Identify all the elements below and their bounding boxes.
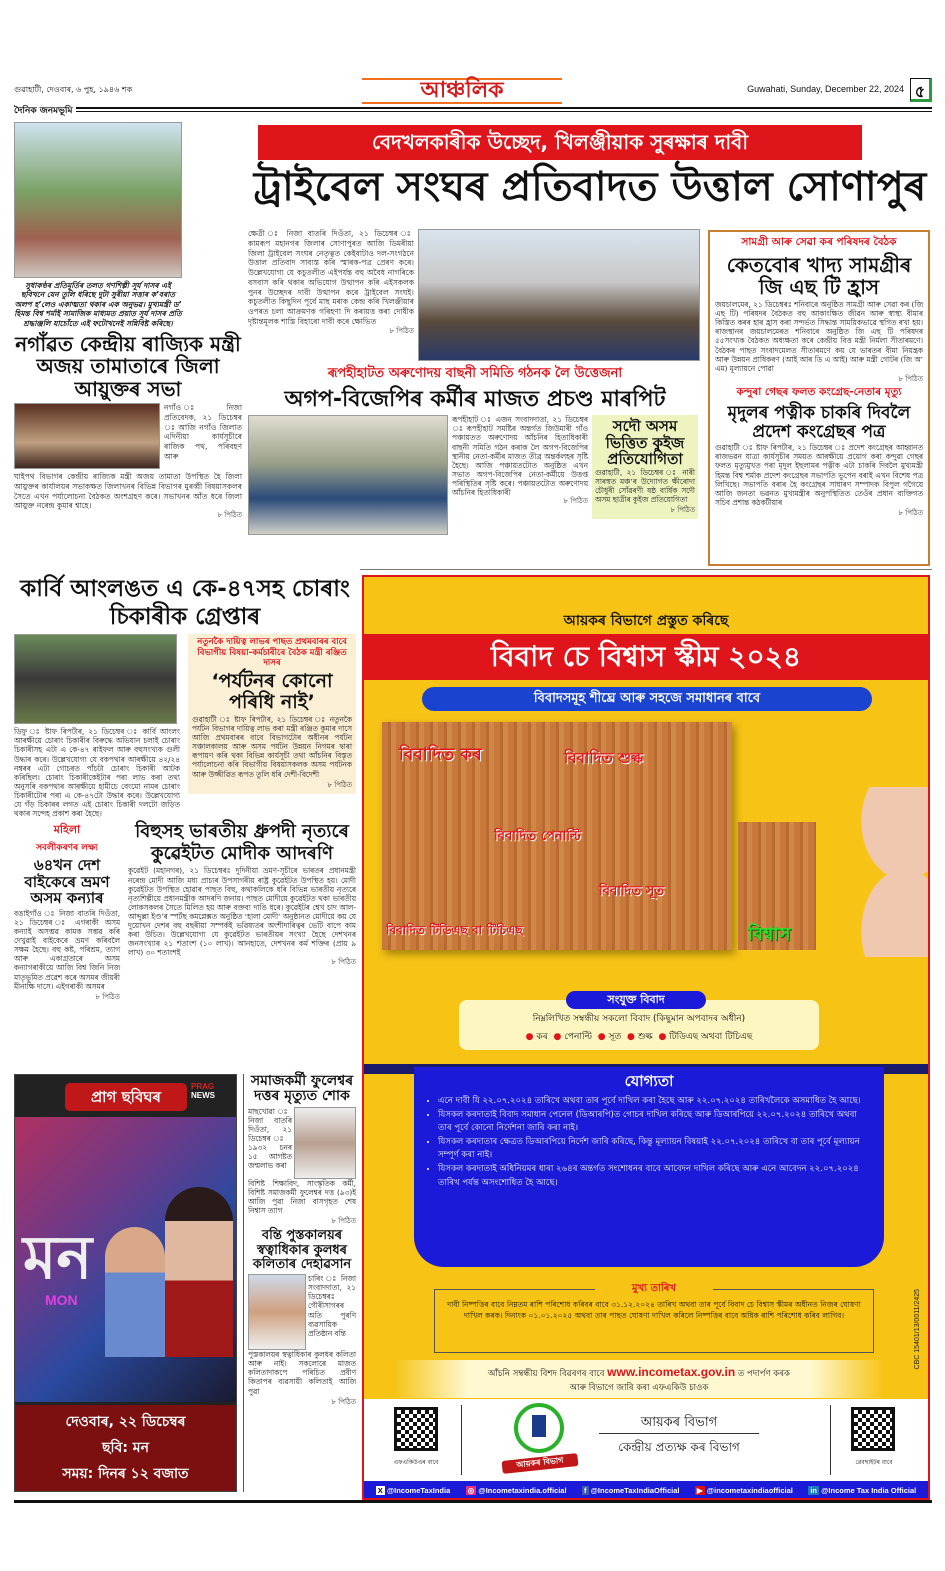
gst-body: জয়চালমেৰ, ২১ ডিচেম্বৰঃ শনিবাৰে অনুষ্ঠিত সামগ্ৰী আৰু সেৱা কৰ (জি এছ টি) পৰিষদৰ বৈঠকত বহু আকাংক্ষিত জীৱন আৰু স্বাস্থ্য বীমাৰ কিস্তিত কৰৰ হাৰ হ্ৰাস কৰা সন্দৰ্ভত সিদ্ধান্ত সাময়িকভাৱে স্থগিত ৰখা হয়। ৰাজস্থানৰ জয়চালমেৰত শনিবাৰে অনুষ্ঠিত জি এছ টি পৰিষদৰ ৫৫সংখ্যক বৈঠকত অধ্যক্ষতা কৰে কেন্দ্ৰীয় বিত্ত মন্ত্ৰী নিৰ্মলা সীতাৰমণে। বৈঠকৰ পাছত সংবাদমেলত সীতাৰমণে কয় যে ভাৰতৰ বীমা নিয়ন্ত্ৰক আৰু উন্নয়ন প্ৰাধিকৰণ (আই আৰ ডি এ আই) আৰু মন্ত্ৰী গোটৰ (জি অ’ এম) মূল্যায়নে পোৱা [715,300,923,373]
movie-logo: মন [23,1223,93,1293]
eligibility-box [414,1067,884,1267]
obit2-body: পুস্তকালয়ৰ স্বত্বাধিকাৰ কুলধৰ কলিতা আৰু নাই। সকলোৰে মাজত কলিতাদাকপে পৰিচিত প্ৰবীণ কিতাপৰ ব্যৱসায়ী কলিতাই আজি পুৱা [248,1350,356,1396]
rupahi-kicker: ৰূপহীহাটত অৰুণোদয় বাছনী সমিতি গঠনক লৈ উত্তেজনা [327,366,623,381]
obit2-body-side: চাৰিং ঃ নিজা সংবাদদাতা, ২১ ডিচেম্বৰঃ গৌৰীসাগৰৰ অতি পুৰণি ব্যৱসায়িক প্ৰতিষ্ঠান বন্তি [308,1274,356,1338]
social-linkedin[interactable]: in @Income Tax India Official [810,1486,917,1495]
key-date-title: মুখ্য তাৰিখ [595,1282,713,1296]
ad-footer [364,1399,928,1481]
social-x[interactable]: X @IncomeTaxIndia [377,1486,451,1495]
tax-pre: আয়কৰ বিভাগে প্ৰস্তুত কৰিছে [563,613,729,629]
prag-news-logo: PRAG NEWS [191,1082,215,1100]
statue-photo [14,122,182,278]
emblem-logo [514,1403,564,1453]
qr-code-website[interactable] [851,1407,895,1451]
obit2-photo [248,1274,306,1350]
middle-top-column [248,229,702,535]
continued-label: ৮ পিঠিত [389,326,414,335]
mahila-headline: ৬৪খন দেশ বাইকেৰে ভ্ৰমণ অসম কন্যাৰ [24,856,110,908]
social-facebook[interactable]: f @IncomeTaxIndiaOfficial [584,1486,680,1495]
block-label-interest: বিবাদিত সূত [599,884,665,899]
block-label-tax: বিবাদিত কৰ [399,745,482,765]
logo-text: আঞ্চলিক [420,78,504,103]
combined-title: সংযুক্ত বিবাদ [566,991,706,1009]
masthead [14,78,932,118]
modi-body: কুৱেইট (মহানগৰ), ২১ ডিচেম্বৰঃ দুদিনীয়া ভ্ৰমণ-সূচীৰে ভাৰতৰ প্ৰধানমন্ত্ৰী নৰেন্দ্ৰ মোদী আজি মধ্য প্ৰাচ্যৰ উপসাগৰীয় ৰাষ্ট্ৰ কুৱেইটত উপস্থিত হয়। মোদী কুৱেইটত উপস্থিত হোৱাৰ পাছত বিহু, কথাকলিকে ধৰি বিভিন্ন ভাৰতীয় নৃত্যৰে নৃত্যশিল্পীয়ে প্ৰধানমন্ত্ৰীক আদৰণি জনায়। পাছত মোদীয়ে কুৱেইটত থকা ভাৰতীয় লোকসকলৰ সৈতে মিলিত হয় আৰু বক্তব্য দাঙি ধৰে। কুৱেইটৰ শ্বেখ চাদ আল-আব্দুল্লা ইণ্ড’ৰ স্পৰ্টছ কমপ্লেক্সত অনুষ্ঠিত ‘হালা মোদী’ অনুষ্ঠানত মোদীয়ে কয় যে দুয়োখন দেশৰ বহু বছৰীয়া সম্পৰ্কই ভৱিষ্যতৰ অংশীদাৰিত্বৰ ভেটি বাপে কাম কৰা উচিত। উল্লেখযোগ্য যে কুৱেইটত ভাৰতীয়ৰ সংখ্যা হৈছে দেশখনৰ জনসংখ্যাৰ ২১ শতাংশ (১০ লাখ)। আনহাতে, দেশখনৰ কৰ্ম শক্তিৰ (প্ৰায় ৯ লাখ) ৩০ শতাংশই ৮ পিঠিত [128,866,356,966]
info-strip: আঁচনি সম্বন্ধীয় বিশদ বিৱৰণৰ বাবে www.incometax.gov.in ত পদাৰ্পণ কৰক আৰু বিভাগে জাৰি কৰা এফএকিউ চাওক [394,1360,884,1398]
arrest-photo [14,634,177,724]
modi-headline: বিহুসহ ভাৰতীয় ধ্ৰুপদী নৃত্যৰে কুৱেইটত মোদীক আদৰণি [135,821,349,864]
social-youtube[interactable]: ▶ @incometaxindiaofficial [696,1486,793,1495]
key-date-box: মুখ্য তাৰিখ দাবী নিষ্পত্তিৰ বাবে নিম্নতম ৰাশি পৰিশোধ কৰিবৰ বাবে ৩১.১২.২০২৪ তাৰিখ অথবা তাৰ পূৰ্বে বিবাদ চে বিশ্বাস স্কীমৰ অধীনত নিজৰ ঘোষণা দাখিল কৰক। দিনাংক ০১.০১.২০২৫ অথবা তাৰ পাছত ঘোষণা দাখিল কৰিলে নিষ্পত্তিৰ বাবে অধিক ৰাশি পৰিশোধ কৰিব লাগিব। [434,1289,874,1353]
nagaon-body: ঘাইপথ বিভাগৰ কেন্দ্ৰীয় ৰাজ্যিক মন্ত্ৰী অজয় তামাতা উপস্থিত হৈ জিলা আয়ুক্তৰ কাৰ্যালয়ৰ সভাকক্ষত জিলাখনৰ বিভিন্ন বিভাগৰ মুৰব্বী বিষয়াসকলৰ সৈতে এখন পৰ্যালোচনা বৈঠকত অংশগ্ৰহণ কৰে। সভাখনৰ আঁত ধৰে জিলা আয়ুক্ত নৰেন্দ্ৰ কুমাৰ শ্বাহে। ৮ পিঠিত [14,472,242,520]
page-bottom-rule [14,1500,932,1503]
eligibility-item: • যিসকল কৰদাতাই বিবাদ সমাধান পেনেল (ডিআৰপি)ত গোচৰ দাখিল কৰিছে আৰু ডিআৰপিয়ে ২২.০৭.২০২৪ তাৰিখে অথবা তাৰ পূৰ্বে কোনো নিৰ্দেশনা জাৰি কৰা নাই। [438,1109,870,1136]
linkedin-icon: in [810,1486,818,1495]
qr-website-label: ৱেবছাইটৰ বাবে [855,1459,893,1466]
social-bar [364,1481,928,1500]
gst-headline: কেতবোৰ খাদ্য সামগ্ৰীৰ জি এছ টি হ্ৰাস [726,253,912,299]
gst-box: সামগ্ৰী আৰু সেৱা কৰ পৰিষদৰ বৈঠক কেতবোৰ খাদ্য সামগ্ৰীৰ জি এছ টি হ্ৰাস জয়চালমেৰ, ২১ ডিচেম্বৰঃ শনিবাৰে অনুষ্ঠিত সামগ্ৰী আৰু সেৱা কৰ (জি এছ টি) পৰিষদৰ বৈঠকত বহু আকাংক্ষিত জীৱন আৰু স্বাস্থ্য বীমাৰ কিস্তিত কৰৰ হাৰ হ্ৰাস কৰা সন্দৰ্ভত সিদ্ধান্ত সাময়িকভাৱে স্থগিত ৰখা হয়। ৰাজস্থানৰ জয়চালমেৰত শনিবাৰে অনুষ্ঠিত জি এছ টি পৰিষদৰ ৫৫সংখ্যক বৈঠকত অধ্যক্ষতা কৰে কেন্দ্ৰীয় বিত্ত মন্ত্ৰী নিৰ্মলা সীতাৰমণে। বৈঠকৰ পাছত সংবাদমেলত সীতাৰমণে কয় যে ভাৰতৰ বীমা নিয়ন্ত্ৰক আৰু উন্নয়ন প্ৰাধিকৰণ (আই আৰ ডি এ আই) আৰু মন্ত্ৰী গোটৰ (জি অ’ এম) মূল্যায়নে পোৱা ৮ পিঠিত কন্দুৰা গেছৰ ফলত কংগ্ৰেছ-নেতাৰ মৃত্যু মৃদুলৰ পত্নীক চাকৰি দিবলৈ প্ৰদেশ কংগ্ৰেছৰ পত্ৰ গুৱাহাটী ঃ ষ্টাফ ৰিপৰ্টাৰ, ২১ ডিচেম্বৰ ঃ প্ৰদেশ কংগ্ৰেছৰ আহ্বানত ৰাজভৱন যাত্ৰা কাৰ্যসূচীৰ সময়ত আৰক্ষীয়ে প্ৰয়োগ কৰা কন্দুৱা গেছৰ ফলত মৃত্যুমুখত পৰা মৃদুল ইছলামৰ পত্নীক এটা চাকৰি দিবলৈ মুখ্যমন্ত্ৰী হিমন্ত বিশ্ব শৰ্মাক প্ৰদেশ কংগ্ৰেছৰ সভাপতি ভূপেন বৰাই এখন বিশেষ পত্ৰ লিখিছে। সভাপতি বৰাৰ হৈ কংগ্ৰেছৰ সাধাৰণ সম্পাদক বিপুল গগৈয়ে আজি জনতা ভৱনত মুখ্যমন্ত্ৰীৰ অনুপস্থিতিত তেওঁৰ প্ৰধান ব্যক্তিগত সচিব প্ৰশান্ত কঠকটীয়াৰ ৮ পিঠিত [708,230,930,566]
tax-subtitle: বিবাদসমূহ শীঘ্ৰে আৰু সহজে সমাধানৰ বাবে [422,687,872,711]
qr-faq-label: এফএকিউএৰ বাবে [393,1459,439,1466]
mridul-kicker: কন্দুৰা গেছৰ ফলত কংগ্ৰেছ-নেতাৰ মৃত্যু [736,385,902,398]
nagaon-body-side: নগাঁও ঃ নিজা প্ৰতিবেদক, ২১ ডিচেম্বৰ ঃ আজি নগাঁও জিলাত এদিনীয়া কাৰ্যসূচীৰে ৰাজিক পথ, পৰিবহণ আৰু [164,403,242,461]
block-label-trust: বিশ্বাস [748,924,791,945]
karbi-body: ডিফু ঃ ষ্টাফ ৰিপৰ্টাৰ, ২১ ডিচেম্বৰ ঃ কাৰ্বি আংলং আৰক্ষীয়ে চোৰাং চিকাৰীৰ বিৰুদ্ধে অভিযান চলাই চোৰাং চিকাৰীসহ এটা এ কে-৪৭ ৰাইফল আৰু বহুসংখ্যক গুলী উদ্ধাৰ কৰে। উল্লেখযোগ্য যে বকপথাৰ আৰক্ষীয়ে ৪২/২৪ নম্বৰৰ এটা গোচৰত পাঁচটা চোৰাং চিকাৰী আটক কৰিছিল। চোৰাং চিকাৰীকেইটাৰ পৰা লাভ কৰা তথ্য অনুসৰি বকপথাৰ আৰক্ষীয়ে হামীচে বেংমো নামৰ চোৰাং চিকাৰীটোৰ পৰা এ কে-৪৭টো উদ্ধাৰ কৰে। উল্লেখযোগ্য যে গঁড় চিকাৰৰ লগত এই চোৰাং চিকাৰী দলটো জড়িত থকাৰ সন্দেহ প্ৰকাশ কৰা হৈছে। [14,727,180,819]
mridul-headline: মৃদুলৰ পত্নীক চাকৰি দিবলৈ প্ৰদেশ কংগ্ৰেছৰ পত্ৰ [727,402,911,442]
cbc-code: CBC 15401/13/0011/2425 [914,1289,921,1370]
facebook-icon: f [584,1486,587,1495]
quiz-headline: সদৌ অসম ভিত্তিত কুইজ প্ৰতিযোগিতা [605,417,685,469]
masthead-rule [14,107,932,109]
show-time: সময়: দিনৰ ১২ বজাত [62,1466,189,1482]
rupahi-body: ৰূপহীহাট ঃ এজন সংবাদদাতা, ২১ ডিচেম্বৰ ঃ ৰূপহীহাট সমষ্টিৰ অন্তৰ্গত জিউমাৰী গাঁও পঞ্চায়তত অৰুণোদয় আঁচনিৰ হিতাধিকাৰী বাছনী সমিতি গঠন কৰাক লৈ অগপ-বিজেপিৰ স্থানীয় নেতা-কৰ্মীৰ মাজত তীব্ৰ অন্তৰ্কলহৰ সৃষ্টি হৈছে। আজি পঞ্চায়তটোত অনুষ্ঠিত এখন সভাত অগপ-বিজেপিৰ নেতা-কৰ্মীয়ে উত্তপ্ত পৰিস্থিতিৰ সৃষ্টি কৰে। পঞ্চায়তটোত অৰুণোদয় আঁচনিৰ হিতাধিকাৰী ৮ পিঠিত [452,415,588,506]
show-date: দেওবাৰ, ২২ ডিচেম্বৰ [65,1414,186,1430]
obit1-body-side: মাছখোৱা ঃ নিজা বাতৰি দিওঁতা, ২১ ডিচেম্বৰ ঃ ১৯৩২ চনৰ ১৫ আগষ্টত জন্মলাভ কৰা [248,1106,292,1171]
mahila-kicker: মহিলা [53,823,81,837]
emblem-ribbon: আয়কৰ বিভাগ [502,1453,579,1474]
obit1-photo [294,1107,356,1179]
date-assamese: গুৱাহাটী, দেওবাৰ, ৬ পুহ, ১৯৪৬ শক [14,85,133,94]
left-top-column [14,122,242,520]
movie-poster [15,1117,236,1402]
date-english: Guwahati, Sunday, December 22, 2024 [747,84,904,94]
block-label-tds: বিবাদিত টিডিএছ বা টিচিএছ [386,923,523,937]
mahila-body: বঙাইগাঁও ঃ নিজা বাতৰি দিওঁতা, ২১ ডিচেম্বৰ ঃ এগৰাকী অসম কন্যাই অসম্ভৱ কামক সম্ভৱ কৰি দেখুৱাই বাইকেৰে ভ্ৰমণ কৰিবলৈ সক্ষম হৈছে। বহু কষ্ট, পৰিশ্ৰম, ত্যাগ আৰু একাগ্ৰতাৰে অসম কন্যাগৰাকীয়ে আজি বিশ্ব জিনি নিজ মাতৃভূমিত প্ৰৱেশ কৰে অসমৰ জীয়ৰী মীনাক্ষি দাসে। এইগৰাকী অসমৰ [14,908,120,991]
hand-image [804,787,930,957]
actor-image [105,1227,165,1357]
quiz-box: সদৌ অসম ভিত্তিত কুইজ প্ৰতিযোগিতা গুৱাহাটী, ২১ ডিচেম্বৰ ঃ নাৰী সাৰস্বত মঞ্চ’ৰ উদ্যোগত ক্ষীৰোদা চৌধুৰী সোঁৱৰণী ষষ্ঠ বাৰ্ষিক সদৌ অসম ছাত্ৰীৰ কুইজ প্ৰতিযোগিতা ৮ পিঠিত [592,415,698,519]
eligibility-item: • যিসকল কৰদাতাৰ ক্ষেত্ৰত ডিআৰপিয়ে নিৰ্দেশ জাৰি কৰিছে, কিন্তু মূল্যায়ন বিষয়াই ২২.০৭.২০২৪ তাৰিখে বা তাৰ পূৰ্বে মূল্যায়ন সম্পূৰ্ণ কৰা নাই। [438,1136,870,1163]
fight-photo [248,415,448,535]
eligibility-item: • যিসকল কৰদাতাই অধিনিয়মৰ ধাৰা ২৬৪ৰ অন্তৰ্গত সংশোধনৰ বাবে আবেদন দাখিল কৰিছে আৰু এনে আবেদন ২২.০৭.২০২৪ তাৰিখ পৰ্যন্ত অসংশোধিত হৈ আছে। [438,1163,870,1190]
gst-kicker: সামগ্ৰী আৰু সেৱা কৰ পৰিষদৰ বৈঠক [741,236,897,248]
lead-kicker: বেদখলকাৰীক উচ্ছেদ, খিলঞ্জীয়াক সুৰক্ষাৰ দাবী [258,125,862,160]
block-label-duty: বিবাদিত শুল্ক [564,749,643,767]
protest-photo [418,229,700,361]
quiz-body: গুৱাহাটী, ২১ ডিচেম্বৰ ঃ নাৰী সাৰস্বত মঞ্চ’ৰ উদ্যোগত ক্ষীৰোদা চৌধুৰী সোঁৱৰণী ষষ্ঠ বাৰ্ষিক সদৌ অসম ছাত্ৰীৰ কুইজ প্ৰতিযোগিতা [595,467,695,505]
obit1-headline: সমাজকৰ্মী ফুলেশ্বৰ দত্তৰ মৃত্যুত শোক [250,1073,354,1105]
block-label-penalty: বিবাদিত পেনাল্টি [494,829,581,844]
obit2-headline: বন্তি পুস্তকালয়ৰ স্বত্বাধিকাৰ কুলধৰ কলিতাৰ দেহাৱসান [252,1228,352,1272]
tourism-body: গুৱাহাটী ঃ ষ্টাফ ৰিপৰ্টাৰ, ২১ ডিচেম্বৰ ঃ নতুনকৈ পৰ্যটন বিভাগৰ দায়িত্ব লাভ কৰা মন্ত্ৰী ৰঞ্জিত কুমাৰ দাসে আজি প্ৰথমবাৰৰ বাবে বিভাগটোৰ অধীনৰ পৰ্যটন সঞ্চালকালয় আৰু অসম পৰ্যটন উন্নয়ন নিগমৰ দ্বাৰা ৰূপায়ণ কৰি থকা বিভিন্ন কাৰ্যসূচী তথা আঁচনিৰ বিস্তৃত পৰ্যালোচনা কৰি বিভাগীয় বিষয়াসকলক অসম পৰ্যটনক আৰু উজ্জীৱিত ৰূপত তুলি ধৰি দেশী-বিদেশী [192,714,352,779]
cbdt-name: কেন্দ্ৰীয় প্ৰত্যক্ষ কৰ বিভাগ [618,1440,740,1454]
logo [362,78,562,104]
page-number: ৫ [910,78,932,102]
movie-logo-en: MON [45,1292,78,1308]
tourism-kicker: নতুনকৈ দায়িত্ব লাভৰ পাছত প্ৰথমবাৰৰ বাবে বিভাগীয় বিষয়া-কৰ্মচাৰীৰে বৈঠক মন্ত্ৰী ৰঞ্জিত দাসৰ [197,637,347,669]
instagram-icon: ◎ [467,1486,475,1495]
youtube-icon: ▶ [696,1486,703,1495]
combined-box: নিম্নলিখিত সম্বন্ধীয় সকলো বিবাদ (কিছুমান অপবাদৰ অধীন) ● কৰ ● পেনাল্টি ● সূত ● শুল্ক ● টিডিএছ অথবা টিচিএছ [459,1000,819,1050]
eligibility-title: যোগ্যতা [624,1072,674,1090]
lead-body: ক্ষেত্ৰী ঃ নিজা বাতৰি দিওঁতা, ২১ ডিচেম্বৰ ঃ কামৰূপ মহানগৰ জিলাৰ সোণাপুৰত আজি ডিমৰীয়া জিলা ট্ৰাইবেল সংঘৰ নেতৃত্বত কেইবাটাও দল-সংগঠনে উত্তাল প্ৰতিবাদ সাব্যস্ত কৰি স্মাৰক-পত্ৰ প্ৰেৰণ কৰে। উল্লেখযোগ্য যে কচুতলীত এইপৰ্যন্ত বহু অবৈধ নাগৰিকে বসবাস কৰি থকাৰ অভিযোগ উত্থাপন কৰি এইসকলক পুনৰ উচ্ছেদৰ দাবী উত্থাপন কৰে ট্ৰাইবেল সংঘই। কচুতলীত কিছুদিন পূৰ্বে মাছ মৰাক কেন্দ্ৰ কৰি খিলঞ্জীয়াৰ ওপৰত চলা আক্ৰমণক গৰিহণা দি কৰায়ত্ত কৰা দোষীক দৃষ্টান্তমূলক শাস্তি বিহাৰো দাবী কৰে ক্ষোভিত ৮ পিঠিত [248,229,414,335]
eligibility-item: • এনে দাবী যি ২২.০৭.২০২৪ তাৰিখে অথবা তাৰ পূৰ্বে দাখিল কৰা হৈছে আৰু ২২.০৭.২০২৪ তাৰিখলৈকে অসমাধিত হৈ আছে। [438,1095,870,1109]
rupahi-headline: অগপ-বিজেপিৰ কৰ্মীৰ মাজত প্ৰচণ্ড মাৰপিট [284,387,666,412]
prag-title: প্ৰাগ ছবিঘৰ [65,1083,187,1111]
showtime-box [15,1405,236,1491]
tourism-headline: ‘পৰ্যটনৰ কোনো পৰিধি নাই’ [211,670,333,713]
mahila-story: মহিলা সবলীকৰণৰ লক্ষ্য ৬৪খন দেশ বাইকেৰে ভ্ৰমণ অসম কন্যাৰ বঙাইগাঁও ঃ নিজা বাতৰি দিওঁতা, ২১ ডিচেম্বৰ ঃ এগৰাকী অসম কন্যাই অসম্ভৱ কামক সম্ভৱ কৰি দেখুৱাই বাইকেৰে ভ্ৰমণ কৰিবলৈ সক্ষম হৈছে। বহু কষ্ট, পৰিশ্ৰম, ত্যাগ আৰু একাগ্ৰতাৰে অসম কন্যাগৰাকীয়ে আজি বিশ্ব জিনি নিজ মাতৃভূমিত প্ৰৱেশ কৰে অসমৰ জীয়ৰী মীনাক্ষি দাসে। এইগৰাকী অসমৰ ৮ পিঠিত [14,823,120,1001]
x-icon: X [377,1486,383,1495]
social-instagram[interactable]: ◎ @Incometaxindia.official [467,1486,567,1495]
qr-code-faq[interactable] [394,1407,438,1451]
mridul-body: গুৱাহাটী ঃ ষ্টাফ ৰিপৰ্টাৰ, ২১ ডিচেম্বৰ ঃ প্ৰদেশ কংগ্ৰেছৰ আহ্বানত ৰাজভৱন যাত্ৰা কাৰ্যসূচীৰ সময়ত আৰক্ষীয়ে প্ৰয়োগ কৰা কন্দুৱা গেছৰ ফলত মৃত্যুমুখত পৰা মৃদুল ইছলামৰ পত্নীক এটা চাকৰি দিবলৈ মুখ্যমন্ত্ৰী হিমন্ত বিশ্ব শৰ্মাক প্ৰদেশ কংগ্ৰেছৰ সভাপতি ভূপেন বৰাই এখন বিশেষ পত্ৰ লিখিছে। সভাপতি বৰাৰ হৈ কংগ্ৰেছৰ সাধাৰণ সম্পাদক বিপুল গগৈয়ে আজি জনতা ভৱনত মুখ্যমন্ত্ৰীৰ অনুপস্থিতিত তেওঁৰ প্ৰধান ব্যক্তিগত সচিব প্ৰশান্ত কঠকটীয়াৰ [715,443,923,507]
website-link[interactable]: www.incometax.gov.in [607,1365,736,1379]
tax-title: বিবাদ চে বিশ্বাস স্কীম ২০২৪ [364,634,928,680]
tourism-box: নতুনকৈ দায়িত্ব লাভৰ পাছত প্ৰথমবাৰৰ বাবে বিভাগীয় বিষয়া-কৰ্মচাৰীৰে বৈঠক মন্ত্ৰী ৰঞ্জিত দাসৰ ‘পৰ্যটনৰ কোনো পৰিধি নাই’ গুৱাহাটী ঃ ষ্টাফ ৰিপৰ্টাৰ, ২১ ডিচেম্বৰ ঃ নতুনকৈ পৰ্যটন বিভাগৰ দায়িত্ব লাভ কৰা মন্ত্ৰী ৰঞ্জিত কুমাৰ দাসে আজি প্ৰথমবাৰৰ বাবে বিভাগটোৰ অধীনৰ পৰ্যটন সঞ্চালকালয় আৰু অসম পৰ্যটন উন্নয়ন নিগমৰ দ্বাৰা ৰূপায়ণ কৰি থকা বিভিন্ন কাৰ্যসূচী তথা আঁচনিৰ বিস্তৃত পৰ্যালোচনা কৰি বিভাগীয় বিষয়াসকলক অসম পৰ্যটনক আৰু উজ্জীৱিত ৰূপত তুলি ধৰি দেশী-বিদেশী ৮ পিঠিত [188,634,356,793]
lead-headline: ট্ৰাইবেল সংঘৰ প্ৰতিবাদত উত্তাল সোণাপুৰ [253,164,927,210]
karbi-headline: কাৰ্বি আংলঙত এ কে-৪৭সহ চোৰাং চিকাৰীক গ্ৰেপ্তাৰ [20,576,350,630]
actress-image [165,1187,233,1357]
photo-caption: সুধাকণ্ঠৰ প্ৰতিমূৰ্তিৰ তলত গণশিল্পী সূৰ্য দাসৰ এই ছবিখনে যেন তুলি ধৰিছে দুটা সুৰীয়া সত্তাৰ ক’বৰাত অলপ হ’লেও একাত্মতা থকাৰ এক অনুভৱ। মুখ্যমন্ত্ৰী ড’ হিমন্ত বিশ্ব শৰ্মাই সামাজিক মাধ্যমত প্ৰয়াত সূৰ্য দাসৰ প্ৰতি শ্ৰদ্ধাঞ্জলি যাচোঁতে এই ফটোখনেই সন্নিবিষ্ট কৰিছে। [14,281,182,328]
section-divider [360,569,932,570]
prag-ad [14,1074,237,1492]
tax-ad [362,575,930,1500]
meeting-photo [14,403,160,469]
paper-name: দৈনিক জনমভূমি [14,103,76,118]
show-movie: ছবি: মন [102,1440,149,1456]
obit-column: সমাজকৰ্মী ফুলেশ্বৰ দত্তৰ মৃত্যুত শোক মাছখোৱা ঃ নিজা বাতৰি দিওঁতা, ২১ ডিচেম্বৰ ঃ ১৯৩২ চনৰ ১৫ আগষ্টত জন্মলাভ কৰা বিশিষ্ট শিক্ষাবিদ, সাংস্কৃতিক কৰ্মী, বিশিষ্ট সমাজকৰ্মী ফুলেশ্বৰ দত্ত (৯৩)ই আজি পুৱা নিজা বাসগৃহত শেষ নিশ্বাস ত্যাগ ৮ পিঠিত বন্তি পুস্তকালয়ৰ স্বত্বাধিকাৰ কুলধৰ কলিতাৰ দেহাৱসান চাৰিং ঃ নিজা সংবাদদাতা, ২১ ডিচেম্বৰঃ গৌৰীসাগৰৰ অতি পুৰণি ব্যৱসায়িক প্ৰতিষ্ঠান বন্তি পুস্তকালয়ৰ স্বত্বাধিকাৰ কুলধৰ কলিতা আৰু নাই। সকলোৰে মাজত কলিতাদাকপে পৰিচিত প্ৰবীণ কিতাপৰ ব্যৱসায়ী কলিতাই আজি পুৱা ৮ পিঠিত [243,1074,356,1492]
obit1-body: বিশিষ্ট শিক্ষাবিদ, সাংস্কৃতিক কৰ্মী, বিশিষ্ট সমাজকৰ্মী ফুলেশ্বৰ দত্ত (৯৩)ই আজি পুৱা নিজা বাসগৃহত শেষ নিশ্বাস ত্যাগ [248,1178,356,1216]
dept-name: আয়কৰ বিভাগ [640,1415,718,1430]
nagaon-headline: নগাঁৱত কেন্দ্ৰীয় ৰাজ্যিক মন্ত্ৰী অজয় তামাতাৰে জিলা আয়ুক্তৰ সভা [15,331,241,401]
left-lower-column [14,576,356,1003]
combined-items: ● কৰ ● পেনাল্টি ● সূত ● শুল্ক ● টিডিএছ অথবা টিচিএছ [525,1032,753,1042]
